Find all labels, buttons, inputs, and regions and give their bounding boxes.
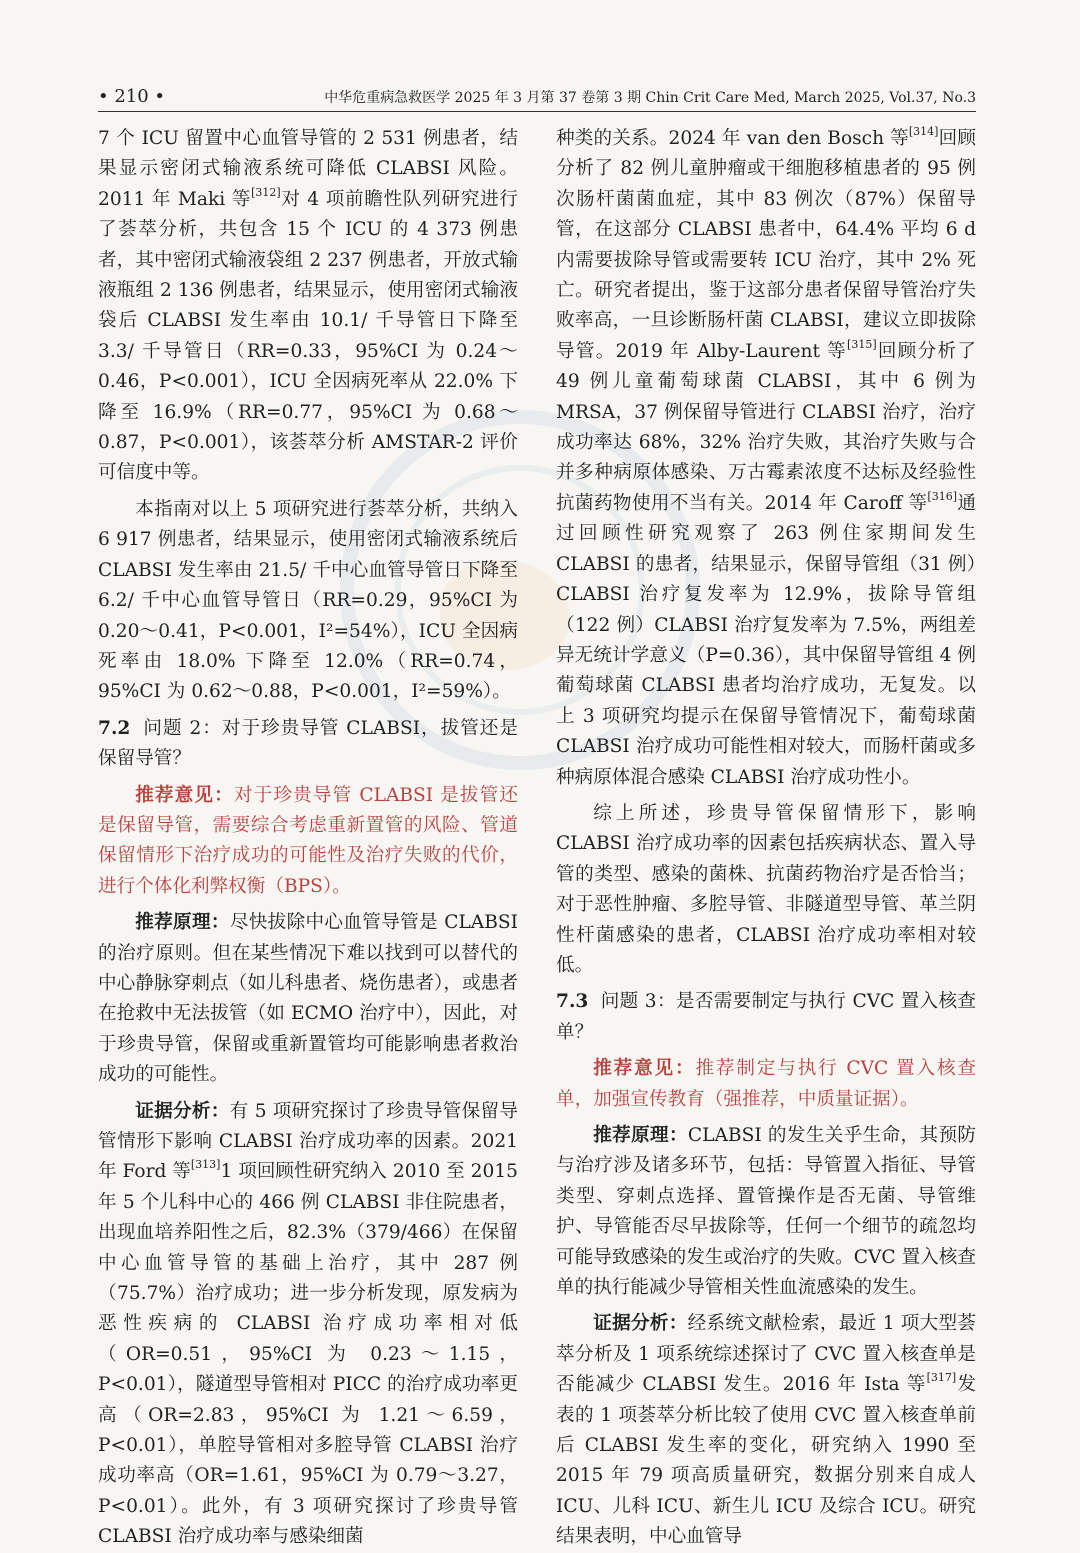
citation-315: [315]: [847, 337, 877, 351]
running-header: [98, 84, 976, 112]
citation-312: [312]: [251, 185, 281, 199]
rationale-7-2: 推荐原理：尽快拔除中心血管导管是 CLABSI 的治疗原则。但在某些情况下难以找到可以替代的中心静脉穿刺点（如儿科患者、烧伤患者），或患者在抢救中无法拔管（如 ECMO 治疗中），因此，对于珍贵导管，保留或重新置管均可能影响患者救治成功的可能性。: [98, 912, 518, 1086]
citation-316: [316]: [927, 489, 958, 503]
section-question: 问题 2：对于珍贵导管 CLABSI，拔管还是保留导管？: [98, 717, 518, 770]
evidence-7-3: 证据分析：经系统文献检索，最近 1 项大型荟萃分析及 1 项系统综述探讨了 CVC 置入核查单是否能减少 CLABSI 发生。2016 年 Ista 等[317]发表的 1 项荟萃分析比较了使用 CVC 置入核查单前后 CLABSI 发生率的变化，研究纳入 1990 至 2015 年 79 项高质量研究，数据分别来自成人 ICU、儿科 ICU、新生儿 ICU 及综合 ICU。研究结果表明，中心血管导: [556, 1313, 976, 1548]
paragraph-meta-analysis: 本指南对以上 5 项研究进行荟萃分析，共纳入 6 917 例患者，结果显示，使用密闭式输液系统后 CLABSI 发生率由 21.5/ 千中心血管导管日下降至 6.2/ 千中心血管导管日（RR=0.29，95%CI 为 0.20～0.41，P<0.001，I²=54%），ICU 全因病死率由 18.0% 下降至 12.0%（RR=0.74，95%CI 为 0.62～0.88，P<0.001，I²=59%）。: [98, 498, 518, 703]
citation-317: [317]: [926, 1371, 957, 1385]
citation-314: [314]: [908, 125, 939, 138]
section-number: 7.3: [556, 991, 589, 1013]
right-column: [556, 124, 976, 1553]
page-number: • 210 •: [98, 86, 166, 107]
paragraph-closed-infusion: 7 个 ICU 留置中心血管导管的 2 531 例患者，结果显示密闭式输液系统可降低 CLABSI 风险。2011 年 Maki 等[312]对 4 项前瞻性队列研究进行了荟萃分析，共包含 15 个 ICU 的 4 373 例患者，其中密闭式输液袋组 2 237 例患者，开放式输液瓶组 2 136 例患者，结果显示，使用密闭式输液袋后 CLABSI 发生率由 10.1/ 千导管日下降至 3.3/ 千导管日（RR=0.33，95%CI 为 0.24～0.46，P<0.001），ICU 全因病死率从 22.0% 下降至 16.9%（RR=0.77，95%CI 为 0.68～0.87，P<0.001），该荟萃分析 AMSTAR-2 评价可信度中等。: [98, 128, 518, 484]
journal-citation: 中华危重病急救医学 2025 年 3 月第 37 卷第 3 期 Chin Crit Care Med, March 2025, Vol.37, No.3: [324, 90, 976, 106]
section-heading-7-3: [556, 987, 976, 1048]
left-column: [98, 124, 518, 1553]
recommendation-7-2: 推荐意见：对于珍贵导管 CLABSI 是拔管还是保留导管，需要综合考虑重新置管的风险、管道保留情形下治疗成功的可能性及治疗失败的代价，进行个体化利弊权衡（BPS）。: [98, 784, 518, 897]
section-number: 7.2: [98, 717, 131, 739]
section-heading-7-2: [98, 714, 518, 775]
recommendation-7-3: 推荐意见：推荐制定与执行 CVC 置入核查单，加强宣传教育（强推荐，中质量证据）。: [556, 1058, 976, 1110]
paragraph-summary: 综上所述，珍贵导管保留情形下，影响 CLABSI 治疗成功率的因素包括疾病状态、置入导管的类型、感染的菌株、抗菌药物治疗是否恰当；对于恶性肿瘤、多腔导管、非隧道型导管、革兰阴性杆菌感染的患者，CLABSI 治疗成功率相对较低。: [556, 802, 976, 976]
paragraph-pathogen-studies: 种类的关系。2024 年 van den Bosch 等[314]回顾分析了 82 例儿童肿瘤或干细胞移植患者的 95 例次肠杆菌菌血症，其中 83 例次（87%）保留导管，在这部分 CLABSI 患者中，64.4% 平均 6 d 内需要拔除导管或需要转 ICU 治疗，其中 2% 死亡。研究者提出，鉴于这部分患者保留导管治疗失败率高，一旦诊断肠杆菌 CLABSI，建议立即拔除导管。2019 年 Alby-Laurent 等[315]回顾分析了 49 例儿童葡萄球菌 CLABSI，其中 6 例为 MRSA，37 例保留导管进行 CLABSI 治疗，治疗成功率达 68%，32% 治疗失败，其治疗失败与合并多种病原体感染、万古霉素浓度不达标及经验性抗菌药物使用不当有关。2014 年 Caroff 等[316]通过回顾性研究观察了 263 例住家期间发生 CLABSI 的患者，结果显示，保留导管组（31 例）CLABSI 治疗复发率为 12.9%，拔除导管组（122 例）CLABSI 治疗复发率为 7.5%，两组差异无统计学意义（P=0.36），其中保留导管组 4 例葡萄球菌 CLABSI 患者均治疗成功，无复发。以上 3 项研究均提示在保留导管情况下，葡萄球菌 CLABSI 治疗成功可能性相对较大，而肠杆菌或多种病原体混合感染 CLABSI 治疗成功性小。: [556, 125, 976, 788]
rationale-7-3: 推荐原理：CLABSI 的发生关乎生命，其预防与治疗涉及诸多环节，包括：导管置入指征、导管类型、穿刺点选择、置管操作是否无菌、导管维护、导管能否尽早拔除等，任何一个细节的疏忽均可能导致感染的发生或治疗的失败。CVC 置入核查单的执行能减少导管相关性血流感染的发生。: [556, 1125, 976, 1299]
section-question: 问题 3：是否需要制定与执行 CVC 置入核查单？: [556, 991, 976, 1043]
evidence-7-2: 证据分析：有 5 项研究探讨了珍贵导管保留导管情形下影响 CLABSI 治疗成功率的因素。2021 年 Ford 等[313]1 项回顾性研究纳入 2010 至 2015 年 5 个儿科中心的 466 例 CLABSI 非住院患者，出现血培养阳性之后，82.3%（379/466）在保留中心血管导管的基础上治疗，其中 287 例（75.7%）治疗成功；进一步分析发现，原发病为恶性疾病的 CLABSI 治疗成功率相对低（OR=0.51，95%CI 为 0.23～1.15，P<0.01），隧道型导管相对 PICC 的治疗成功率更高（OR=2.83，95%CI 为 1.21～6.59，P<0.01），单腔导管相对多腔导管 CLABSI 治疗成功率高（OR=1.61，95%CI 为 0.79～3.27，P<0.01）。此外，有 3 项研究探讨了珍贵导管 CLABSI 治疗成功率与感染细菌: [98, 1100, 518, 1548]
citation-313: [313]: [190, 1158, 221, 1172]
